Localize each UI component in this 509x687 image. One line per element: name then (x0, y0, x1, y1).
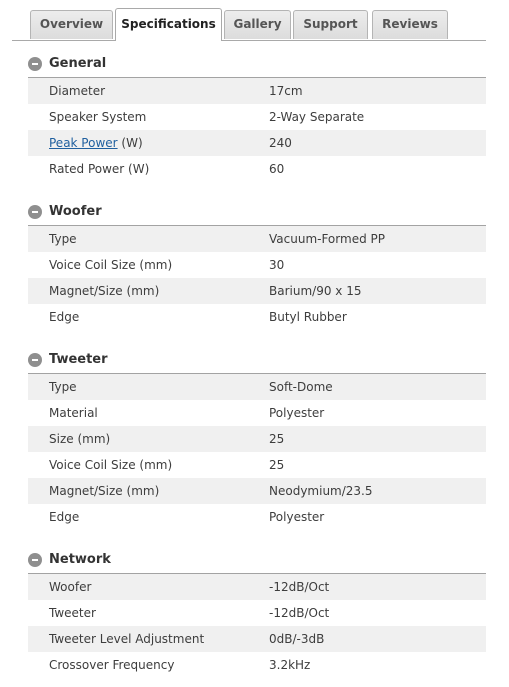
section-title: Tweeter (49, 352, 108, 367)
collapse-icon[interactable] (28, 205, 42, 219)
tab-gallery[interactable]: Gallery (224, 10, 291, 39)
section-header-tweeter (28, 349, 486, 374)
spec-row (28, 104, 486, 130)
spec-value: Soft-Dome (269, 380, 333, 394)
spec-label: Size (mm) (49, 432, 111, 446)
spec-value: 0dB/-3dB (269, 632, 325, 646)
tab-specifications[interactable]: Specifications (115, 8, 222, 41)
section-title: General (49, 56, 107, 71)
spec-row (28, 252, 486, 278)
spec-value: 25 (269, 432, 285, 446)
spec-label: Edge (49, 310, 80, 324)
section-header-woofer (28, 201, 486, 226)
spec-value: Butyl Rubber (269, 310, 347, 324)
spec-value: 30 (269, 258, 285, 272)
spec-value: Vacuum-Formed PP (269, 232, 385, 246)
section-title: Network (49, 552, 111, 567)
collapse-icon[interactable] (28, 57, 42, 71)
spec-label: Type (49, 232, 77, 246)
spec-label: Voice Coil Size (mm) (49, 458, 173, 472)
spec-value: Neodymium/23.5 (269, 484, 373, 498)
spec-label: Tweeter (49, 606, 96, 620)
tab-reviews[interactable]: Reviews (372, 10, 448, 39)
section-title: Woofer (49, 204, 102, 219)
spec-value: 2-Way Separate (269, 110, 365, 124)
spec-row (28, 626, 486, 652)
spec-row (28, 304, 486, 330)
spec-row (28, 78, 486, 104)
spec-value: -12dB/Oct (269, 606, 330, 620)
spec-row (28, 600, 486, 626)
spec-label: Type (49, 380, 77, 394)
spec-row (28, 574, 486, 600)
spec-row (28, 130, 486, 156)
tab-bar (12, 8, 486, 41)
spec-label: Diameter (49, 84, 106, 98)
spec-row (28, 652, 486, 678)
tab-overview[interactable]: Overview (30, 10, 113, 39)
spec-value: 3.2kHz (269, 658, 311, 672)
spec-value: Polyester (269, 406, 325, 420)
collapse-icon[interactable] (28, 553, 42, 567)
spec-value: Polyester (269, 510, 325, 524)
spec-label (49, 136, 143, 150)
spec-value: 25 (269, 458, 285, 472)
spec-label: Speaker System (49, 110, 147, 124)
spec-row (28, 504, 486, 530)
spec-row (28, 226, 486, 252)
spec-label: Material (49, 406, 98, 420)
spec-label: Voice Coil Size (mm) (49, 258, 173, 272)
spec-value: -12dB/Oct (269, 580, 330, 594)
spec-row (28, 278, 486, 304)
spec-label: Rated Power (W) (49, 162, 150, 176)
spec-value: Barium/90 x 15 (269, 284, 362, 298)
spec-row (28, 452, 486, 478)
spec-row (28, 400, 486, 426)
spec-row (28, 478, 486, 504)
spec-value: 240 (269, 136, 292, 150)
spec-value: 17cm (269, 84, 303, 98)
tab-support[interactable]: Support (293, 10, 368, 39)
section-header-network (28, 549, 486, 574)
spec-row (28, 426, 486, 452)
peak-power-link[interactable]: Peak Power (49, 136, 118, 150)
spec-label: Magnet/Size (mm) (49, 484, 160, 498)
spec-row (28, 374, 486, 400)
spec-value: 60 (269, 162, 285, 176)
spec-label: Woofer (49, 580, 92, 594)
spec-label: Crossover Frequency (49, 658, 175, 672)
section-header-general (28, 53, 486, 78)
spec-label: Tweeter Level Adjustment (49, 632, 205, 646)
spec-label: Edge (49, 510, 80, 524)
spec-label-unit: (W) (117, 136, 143, 150)
collapse-icon[interactable] (28, 353, 42, 367)
spec-label: Magnet/Size (mm) (49, 284, 160, 298)
spec-row (28, 156, 486, 182)
